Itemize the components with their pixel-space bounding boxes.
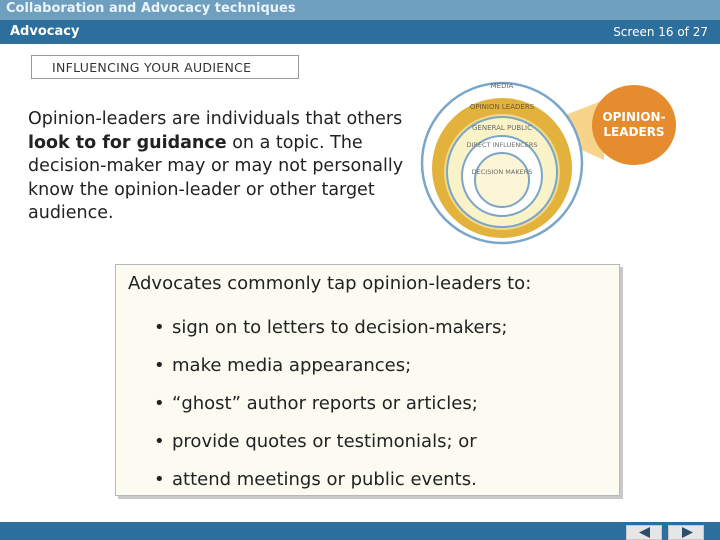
triangle-left-icon	[638, 527, 652, 538]
callout-line1: OPINION-	[602, 110, 666, 124]
audience-rings-diagram	[414, 68, 714, 253]
list-item: • attend meetings or public events.	[154, 469, 477, 490]
intro-part1: Opinion-leaders are individuals that others	[28, 109, 403, 129]
list-item-text: make media appearances;	[172, 355, 412, 376]
label-general-public: GENERAL PUBLIC	[472, 124, 532, 132]
intro-emphasis: look to for guidance	[28, 132, 227, 153]
label-media: MEDIA	[490, 82, 514, 90]
list-item-text: sign on to letters to decision-makers;	[172, 317, 508, 338]
card-lead: Advocates commonly tap opinion-leaders to:	[128, 273, 532, 294]
list-item-text: attend meetings or public events.	[172, 469, 477, 490]
callout-line2: LEADERS	[603, 125, 665, 139]
list-item-text: “ghost” author reports or articles;	[172, 393, 478, 414]
course-title: Collaboration and Advocacy techniques	[6, 1, 296, 16]
bottom-nav-bar	[0, 522, 720, 540]
subtitle-box	[31, 55, 299, 79]
next-button[interactable]	[668, 525, 704, 540]
section-title: Advocacy	[10, 24, 80, 39]
course-title-bar	[0, 0, 720, 20]
rings-svg	[414, 68, 714, 253]
section-bar	[0, 20, 720, 44]
list-item: • “ghost” author reports or articles;	[154, 393, 478, 414]
prev-button[interactable]	[626, 525, 662, 540]
list-item-text: provide quotes or testimonials; or	[172, 431, 477, 452]
label-opinion-leaders: OPINION LEADERS	[469, 103, 535, 111]
uses-list	[154, 315, 507, 505]
subtitle-text: INFLUENCING YOUR AUDIENCE	[52, 60, 252, 75]
list-item: • provide quotes or testimonials; or	[154, 431, 477, 452]
label-decision-makers: DECISION MAKERS	[471, 168, 533, 176]
list-item: • make media appearances;	[154, 355, 412, 376]
uses-card	[115, 264, 620, 496]
ring-decision-makers	[475, 153, 529, 207]
triangle-right-icon	[680, 527, 694, 538]
list-item: • sign on to letters to decision-makers;	[154, 317, 508, 338]
label-direct-influencers: DIRECT INFLUENCERS	[466, 141, 538, 149]
intro-part2: on a topic. The decision-maker may or may not personally know the opinion-leader or other target audience.	[28, 132, 404, 223]
screen-counter: Screen 16 of 27	[613, 25, 708, 39]
intro-paragraph	[28, 108, 408, 226]
